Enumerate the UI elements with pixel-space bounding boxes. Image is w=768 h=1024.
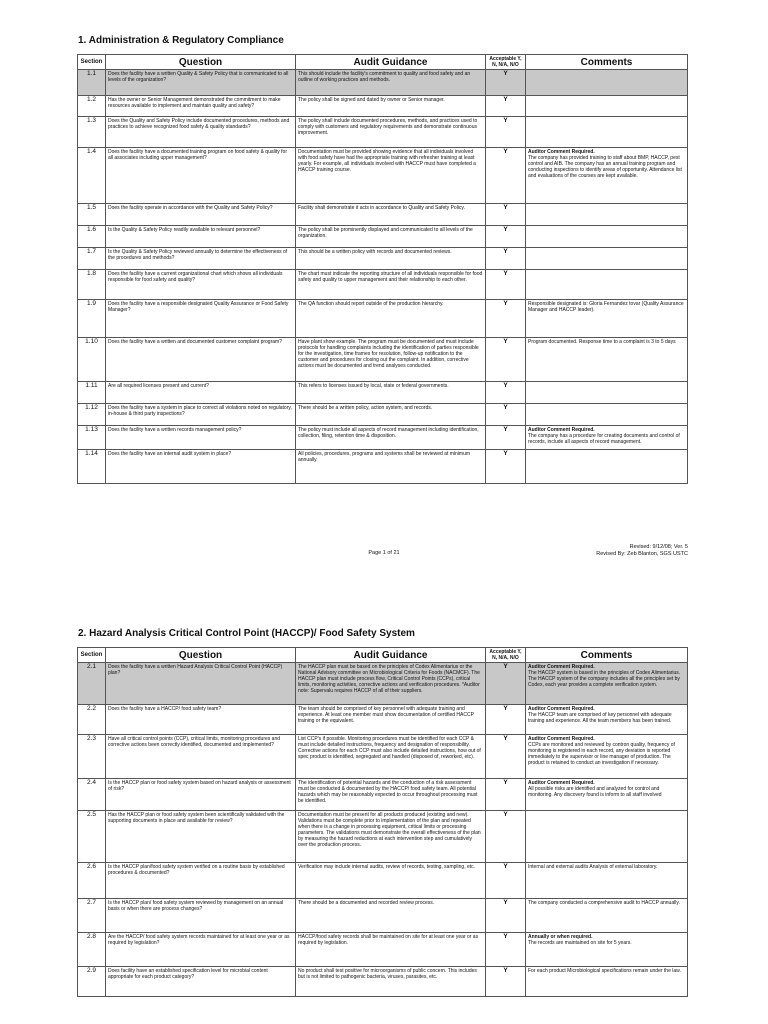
- table-row: [78, 735, 688, 779]
- comments-cell: [526, 300, 688, 338]
- audit-table-2-body: [78, 663, 688, 997]
- comment-text: Responsible designated is: Gloria Fernandez tovar (Quality Assurance Manager and HACCP leader).: [528, 301, 684, 313]
- table-row: [78, 300, 688, 338]
- comments-cell: [526, 735, 688, 779]
- section-number-cell: 2.2: [78, 705, 106, 735]
- comment-text: Internal and external audits Analysis of external laboratory.: [528, 864, 658, 870]
- question-cell: Is the HACCP plan/food safety system verified on a routine basis by established procedures & documented?: [106, 863, 296, 899]
- header-guidance: Audit Guidance: [296, 648, 486, 663]
- comments-cell: [526, 811, 688, 863]
- comments-cell: [526, 70, 688, 96]
- comments-cell: [526, 450, 688, 484]
- question-cell: Does facility have an established specification level for microbial content appropriate for each product category?: [106, 967, 296, 997]
- section-number-cell: 2.8: [78, 933, 106, 967]
- question-cell: Does the Quality and Safety Policy include documented procedures, methods and practices to achieve recognized food safety & quality standards?: [106, 117, 296, 148]
- comments-cell: [526, 663, 688, 705]
- comment-lead: Annually or when required.: [528, 934, 593, 940]
- guidance-cell: There should be a documented and recorded review process.: [296, 899, 486, 933]
- section-number-cell: 1.3: [78, 117, 106, 148]
- guidance-cell: HACCP/food safety records shall be maintained on site for at least one year or as required by legislation.: [296, 933, 486, 967]
- audit-table-1: [77, 54, 688, 484]
- guidance-cell: This should be a written policy with records and documented reviews.: [296, 248, 486, 270]
- table-row: [78, 811, 688, 863]
- table-row: [78, 338, 688, 382]
- comment-text: The company has provided training to staff about BMP, HACCP, pest control and AIB. The company has an annual training program and conducting inspections to identify areas of opportunity. Attendance list and evaluations of the courses are kept available.: [528, 155, 682, 179]
- section-number-cell: 2.7: [78, 899, 106, 933]
- comment-lead: Auditor Comment Required.: [528, 149, 595, 155]
- comments-cell: [526, 967, 688, 997]
- guidance-cell: There should be a written policy, action system, and records.: [296, 404, 486, 426]
- section-number-cell: 2.5: [78, 811, 106, 863]
- header-section: Section: [78, 648, 106, 663]
- comments-cell: [526, 338, 688, 382]
- comment-lead: Auditor Comment Required.: [528, 664, 595, 670]
- acceptable-cell: Y: [486, 338, 526, 382]
- comment-lead: Auditor Comment Required.: [528, 706, 595, 712]
- acceptable-cell: Y: [486, 226, 526, 248]
- section-number-cell: 1.12: [78, 404, 106, 426]
- question-cell: Does the facility have a written Hazard Analysis Critical Control Point (HACCP) plan?: [106, 663, 296, 705]
- section-number-cell: 1.14: [78, 450, 106, 484]
- acceptable-cell: Y: [486, 404, 526, 426]
- section-2-title: 2. Hazard Analysis Critical Control Point (HACCP)/ Food Safety System: [78, 628, 415, 639]
- section-number-cell: 1.7: [78, 248, 106, 270]
- question-cell: Does the facility have a responsible designated Quality Assurance or Food Safety Manager?: [106, 300, 296, 338]
- acceptable-cell: Y: [486, 270, 526, 300]
- acceptable-cell: Y: [486, 70, 526, 96]
- guidance-cell: The policy shall be prominently displayed and communicated to all levels of the organization.: [296, 226, 486, 248]
- section-1-title: 1. Administration & Regulatory Compliance: [78, 35, 284, 46]
- acceptable-cell: Y: [486, 663, 526, 705]
- acceptable-cell: Y: [486, 300, 526, 338]
- table-row: [78, 967, 688, 997]
- comment-text: All possible risks are identified and analyzed for control and monitoring. Any discovery found is inform to all staff involved: [528, 786, 662, 798]
- table-row: [78, 779, 688, 811]
- acceptable-cell: Y: [486, 382, 526, 404]
- guidance-cell: The policy must include all aspects of record management including identification, collection, filing, retention time & disposition.: [296, 426, 486, 450]
- comments-cell: [526, 863, 688, 899]
- question-cell: Are all required licenses present and current?: [106, 382, 296, 404]
- table-row: [78, 248, 688, 270]
- header-comments: Comments: [526, 648, 688, 663]
- comment-text: CCPs are monitored and reviewed by contron quality, frequency of monitoring is registered in each record, any deviation is reported immediately to the supervisor or line manager of production. The product is retained to conduct an investigation if necessary.: [528, 742, 675, 766]
- acceptable-cell: Y: [486, 96, 526, 117]
- header-section: Section: [78, 55, 106, 70]
- question-cell: Has the owner or Senior Management demonstrated the commitment to make resources available to implement and maintain quality and safety?: [106, 96, 296, 117]
- guidance-cell: The identification of potential hazards and the conduction of a risk assessment must be conducted & documented by the HACCP/ food safety team. All potential hazards which may be reasonably expected to occur throughout processing must be identified.: [296, 779, 486, 811]
- acceptable-cell: Y: [486, 933, 526, 967]
- section-number-cell: 1.5: [78, 204, 106, 226]
- comments-cell: [526, 382, 688, 404]
- acceptable-cell: Y: [486, 148, 526, 204]
- comments-cell: [526, 404, 688, 426]
- comments-cell: [526, 779, 688, 811]
- acceptable-cell: Y: [486, 811, 526, 863]
- guidance-cell: This should include the facility's commitment to quality and food safety and an outline of working practices and methods.: [296, 70, 486, 96]
- comment-text: Program documented. Response time to a complaint is 3 to 5 days: [528, 339, 676, 345]
- acceptable-cell: Y: [486, 426, 526, 450]
- section-number-cell: 1.2: [78, 96, 106, 117]
- question-cell: Have all critical control points (CCP), critical limits, monitoring procedures and corrective actions been correctly identified, documented and implemented?: [106, 735, 296, 779]
- header-question: Question: [106, 648, 296, 663]
- comments-cell: [526, 248, 688, 270]
- comments-cell: [526, 705, 688, 735]
- table-row: [78, 663, 688, 705]
- comment-text: The company conducted a comprehensive audit to HACCP annually.: [528, 900, 680, 906]
- section-number-cell: 1.8: [78, 270, 106, 300]
- section-number-cell: 1.6: [78, 226, 106, 248]
- table-row: [78, 863, 688, 899]
- comments-cell: [526, 117, 688, 148]
- acceptable-cell: Y: [486, 863, 526, 899]
- table-row: [78, 382, 688, 404]
- question-cell: Does the facility have a current organizational chart which shows all individuals responsible for food safety and quality?: [106, 270, 296, 300]
- acceptable-cell: Y: [486, 450, 526, 484]
- question-cell: Is the HACCP plan or food safety system based on hazard analysis or assessment of risk?: [106, 779, 296, 811]
- table-row: [78, 404, 688, 426]
- question-cell: Has the HACCP plan or food safety system been scientifically validated with the supporting documents in place and available for review?: [106, 811, 296, 863]
- table-row: [78, 96, 688, 117]
- question-cell: Does the facility have a written and documented customer complaint program?: [106, 338, 296, 382]
- table-row: [78, 899, 688, 933]
- comments-cell: [526, 270, 688, 300]
- header-question: Question: [106, 55, 296, 70]
- question-cell: Does the facility have a system in place to correct all violations noted on regulatory, in-house & third party inspections?: [106, 404, 296, 426]
- guidance-cell: The chart must indicate the reporting structure of all individuals responsible for food safety and quality to upper management and their relationship to each other.: [296, 270, 486, 300]
- acceptable-cell: Y: [486, 735, 526, 779]
- guidance-cell: The policy shall be signed and dated by owner or Senior manager.: [296, 96, 486, 117]
- question-cell: Does the facility operate in accordance with the Quality and Safety Policy?: [106, 204, 296, 226]
- comments-cell: [526, 933, 688, 967]
- header-acceptable: Acceptable Y, N, N/A, N/O: [486, 55, 526, 70]
- question-cell: Is the HACCP plan/ food safety system reviewed by management on an annual basis or when there are process changes?: [106, 899, 296, 933]
- guidance-cell: Facility shall demonstrate it acts in accordance to Quality and Safety Policy.: [296, 204, 486, 226]
- guidance-cell: Documentation must be provided showing evidence that all individuals involved with food safety have had the appropriate training with refresher training at least yearly. For example, all individuals involved with HACCP must have completed a HACCP training course.: [296, 148, 486, 204]
- acceptable-cell: Y: [486, 705, 526, 735]
- section-number-cell: 2.3: [78, 735, 106, 779]
- comments-cell: [526, 96, 688, 117]
- guidance-cell: The team should be comprised of key personnel with adequate training and experience. At least one member must show documentation of certified HACCP training or the equivalent.: [296, 705, 486, 735]
- acceptable-cell: Y: [486, 248, 526, 270]
- guidance-cell: Have plant show example. The program must be documented and must include protocols for handling complaints including the identification of parties responsible for the investigation, time frames for resolution, follow-up notification to the customer and procedures for closing out the complaint. In addition, corrective actions must be documented and trend analyses conducted.: [296, 338, 486, 382]
- guidance-cell: Verification may include internal audits, review of records, testing, sampling, etc.: [296, 863, 486, 899]
- header-guidance: Audit Guidance: [296, 55, 486, 70]
- guidance-cell: The QA function should report outside of the production hierarchy.: [296, 300, 486, 338]
- section-number-cell: 1.11: [78, 382, 106, 404]
- guidance-cell: This refers to licenses issued by local, state or federal governments.: [296, 382, 486, 404]
- audit-table-1-body: [78, 70, 688, 484]
- section-number-cell: 1.13: [78, 426, 106, 450]
- acceptable-cell: Y: [486, 204, 526, 226]
- comment-text: The HACCP system is based in the principles of Codex Alimentarius. The HACCP system of the company includes all the principles set by Codex, each year provides a complete verification system.: [528, 670, 681, 688]
- revised-date: Revised: 9/12/08; Ver. 5: [629, 544, 688, 550]
- section-number-cell: 1.9: [78, 300, 106, 338]
- comments-cell: [526, 226, 688, 248]
- comment-lead: Auditor Comment Required.: [528, 780, 595, 786]
- section-number-cell: 2.9: [78, 967, 106, 997]
- comments-cell: [526, 899, 688, 933]
- comment-text: For each product Microbiological specifications remain under the law.: [528, 968, 681, 974]
- acceptable-cell: Y: [486, 899, 526, 933]
- comment-text: The HACCP team are comprised of key personnel with adequate training and experience. All the team members has been trained.: [528, 712, 672, 724]
- comments-cell: [526, 148, 688, 204]
- acceptable-cell: Y: [486, 967, 526, 997]
- section-number-cell: 1.4: [78, 148, 106, 204]
- comments-cell: [526, 204, 688, 226]
- page-number: Page 1 of 21: [368, 550, 400, 556]
- question-cell: Does the facility have a HACCP/ food safety team?: [106, 705, 296, 735]
- table-row: [78, 270, 688, 300]
- acceptable-cell: Y: [486, 117, 526, 148]
- section-number-cell: 2.1: [78, 663, 106, 705]
- comment-text: The records are maintained on site for 5 years.: [528, 940, 632, 946]
- question-cell: Does the facility have a documented training program on food safety & quality for all associates including upper management?: [106, 148, 296, 204]
- question-cell: Does the facility have a written records management policy?: [106, 426, 296, 450]
- guidance-cell: Documentation must be present for all products produced (existing and new). Validations must be complete prior to implementation of the plan and repeated when there is a change in processing equipment, critical limits or processing parameters. The validations must demonstrate the overall effectiveness of the plan by measuring the hazard reductions at each intervention step and cumulatively over the production process.: [296, 811, 486, 863]
- acceptable-cell: Y: [486, 779, 526, 811]
- question-cell: Are the HACCP/ food safety system records maintained for at least one year or as required by legislation?: [106, 933, 296, 967]
- question-cell: Does the facility have an internal audit system in place?: [106, 450, 296, 484]
- table-row: [78, 450, 688, 484]
- question-cell: Does the facility have a written Quality & Safety Policy that is communicated to all levels of the organization?: [106, 70, 296, 96]
- table-row: [78, 426, 688, 450]
- audit-table-2: [77, 647, 688, 997]
- guidance-cell: All policies, procedures, programs and systems shall be reviewed at minimum annually.: [296, 450, 486, 484]
- section-number-cell: 2.6: [78, 863, 106, 899]
- comment-lead: Auditor Comment Required.: [528, 736, 595, 742]
- table-row: [78, 226, 688, 248]
- section-number-cell: 1.10: [78, 338, 106, 382]
- header-comments: Comments: [526, 55, 688, 70]
- comment-text: The company has a procedure for creating documents and control of records, include all aspects of record management.: [528, 433, 680, 445]
- table-row: [78, 148, 688, 204]
- comments-cell: [526, 426, 688, 450]
- header-acceptable: Acceptable Y, N, N/A, N/O: [486, 648, 526, 663]
- table-row: [78, 933, 688, 967]
- guidance-cell: The policy shall include documented procedures, methods, and practices used to comply with customers and regulatory requirements and demonstrate continuous improvement.: [296, 117, 486, 148]
- table-row: [78, 70, 688, 96]
- guidance-cell: The HACCP plan must be based on the principles of Codex Alimentarius or the National Advisory committee on Microbiological Criteria for Foods (NACMCF). The HACCP plan must include process flow, Critical Control Points (CCPs), critical limits, monitoring activities, corrective actions and verification procedures. *Auditor note: Supervalu requires HACCP of all of their suppliers.: [296, 663, 486, 705]
- revised-by: Revised By: Zeb Blanton, SGS USTC: [596, 551, 688, 557]
- question-cell: Is the Quality & Safety Policy readily available to relevant personnel?: [106, 226, 296, 248]
- guidance-cell: List CCP's if possible. Monitoring procedures must be identified for each CCP & must include detailed instructions, frequency and designation of responsibility. Corrective actions for each CCP must also include detailed instructions, how out of spec product is identified, segregated and handled (disposed of, reworked, etc).: [296, 735, 486, 779]
- table-row: [78, 117, 688, 148]
- section-number-cell: 2.4: [78, 779, 106, 811]
- guidance-cell: No product shall test positive for microorganisms of public concern. This includes but is not limited to pathogenic bacteria, viruses, parasites, etc.: [296, 967, 486, 997]
- table-row: [78, 705, 688, 735]
- comment-lead: Auditor Comment Required.: [528, 427, 595, 433]
- table-row: [78, 204, 688, 226]
- section-number-cell: 1.1: [78, 70, 106, 96]
- question-cell: Is the Quality & Safety Policy reviewed annually to determine the effectiveness of the procedures and methods?: [106, 248, 296, 270]
